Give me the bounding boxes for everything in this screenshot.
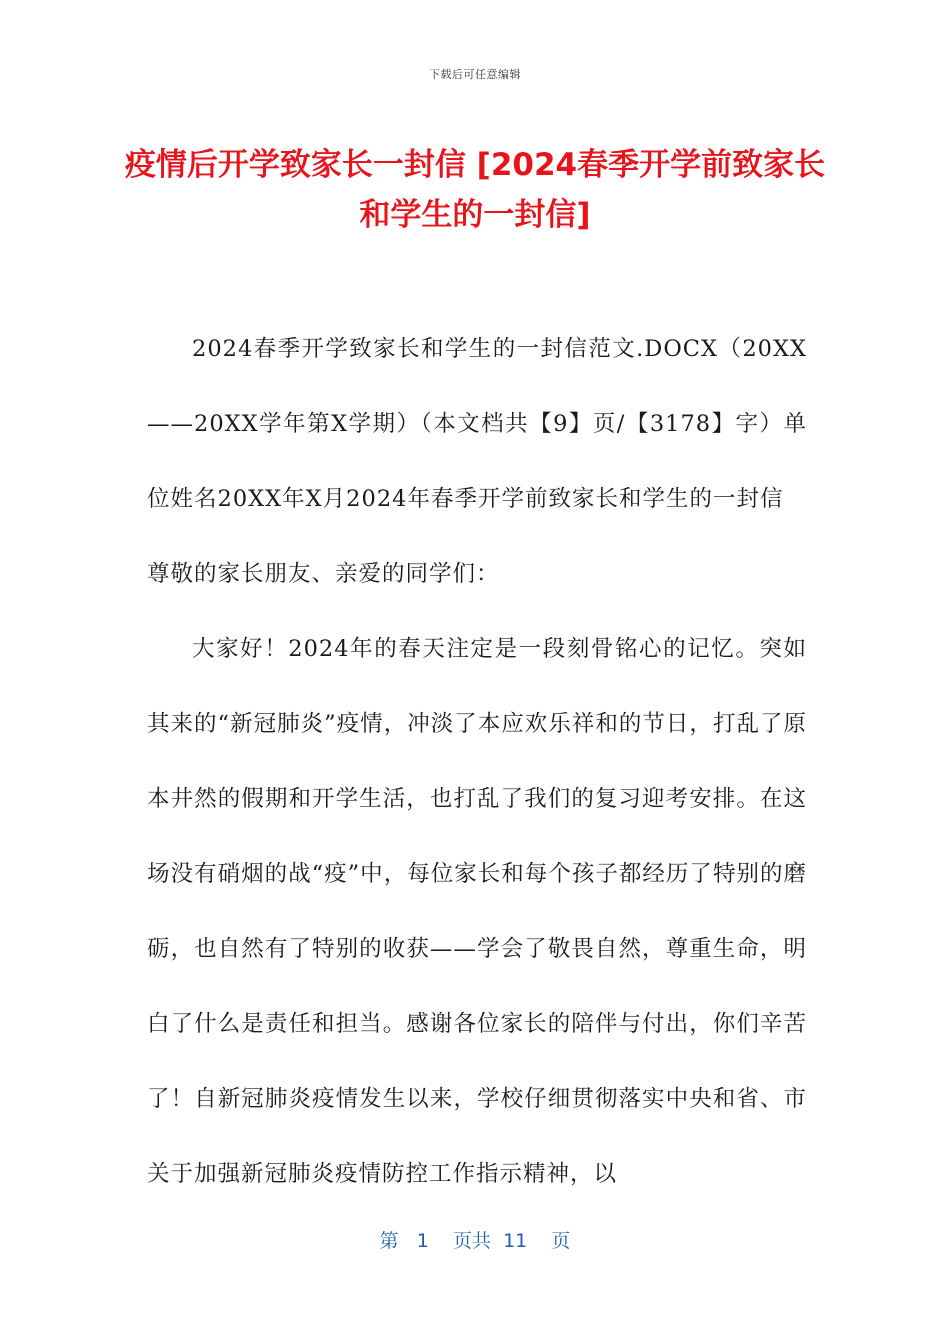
document-title: 疫情后开学致家长一封信 [2024春季开学前致家长和学生的一封信] — [124, 147, 826, 233]
document-body — [147, 312, 807, 1212]
body-paragraph: 大家好！2024年的春天注定是一段刻骨铭心的记忆。突如其来的“新冠肺炎”疫情，冲淡了本应欢乐祥和的节日，打乱了原本井然的假期和开学生活，也打乱了我们的复习迎考安排。在这场没有硝烟的战“疫”中，每位家长和每个孩子都经历了特别的磨砺，也自然有了特别的收获——学会了敬畏自然，尊重生命，明白了什么是责任和担当。感谢各位家长的陪伴与付出，你们辛苦了！自新冠肺炎疫情发生以来，学校仔细贯彻落实中央和省、市关于加强新冠肺炎疫情防控工作指示精神，以 — [147, 636, 807, 1187]
page-footer — [0, 1226, 950, 1253]
footer-suffix: 页 — [551, 1230, 571, 1252]
footer-prefix: 第 — [379, 1230, 399, 1252]
header-note: 下载后可任意编辑 — [429, 68, 521, 81]
total-pages-number: 11 — [503, 1230, 528, 1252]
salutation: 尊敬的家长朋友、亲爱的同学们： — [147, 561, 500, 587]
current-page-number: 1 — [416, 1230, 429, 1252]
footer-middle: 页共 — [452, 1230, 491, 1252]
intro-paragraph: 2024春季开学致家长和学生的一封信范文.DOCX（20XX——20XX学年第X学期）（本文档共【9】页/【3178】字）单位姓名20XX年X月2024年春季开学前致家长和学生的一封信 — [147, 336, 807, 512]
